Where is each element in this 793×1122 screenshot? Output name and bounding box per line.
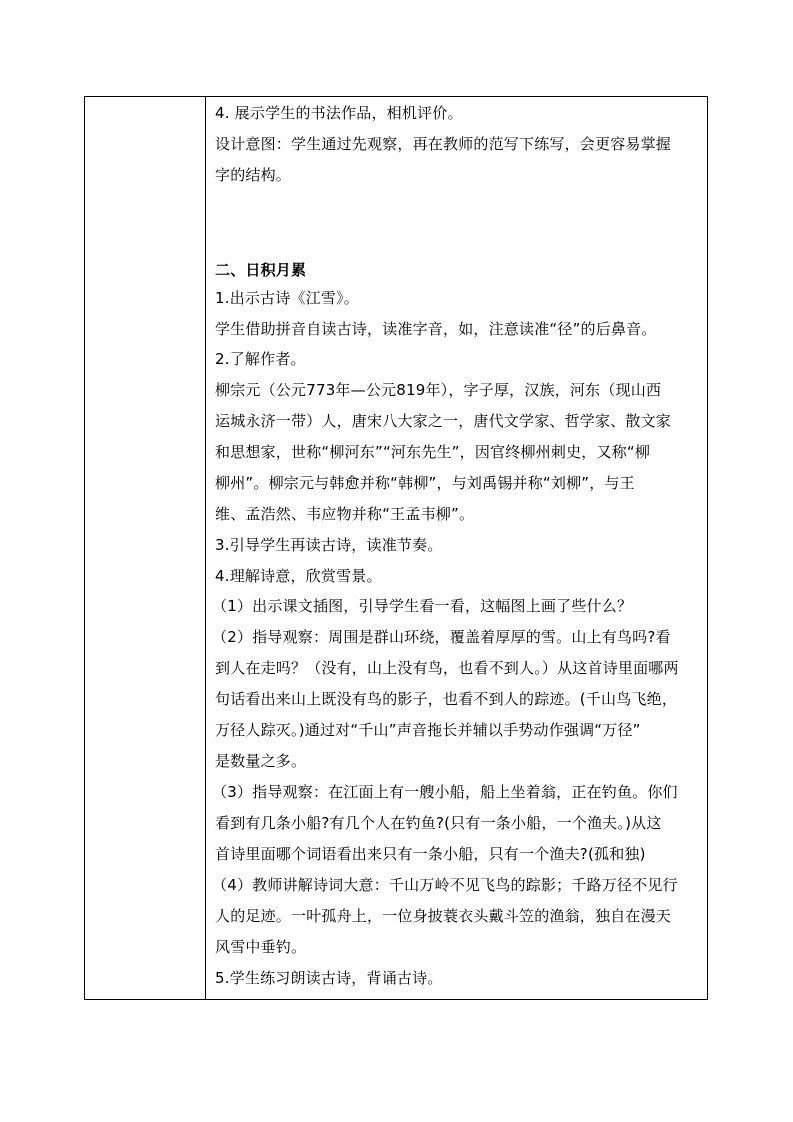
content-cell xyxy=(206,97,707,999)
author-line-4: 柳州”。柳宗元与韩愈并称“韩柳”，与刘禹锡并称“刘柳”，与王 xyxy=(215,474,635,492)
pinyin-reading-line: 学生借助拼音自读古诗，读准字音，如，注意读准“径”的后鼻音。 xyxy=(215,320,657,338)
item-3-line-3: 首诗里面哪个词语看出来只有一条小船，只有一个渔夫?(孤和独) xyxy=(215,845,646,863)
step-2-line: 2.了解作者。 xyxy=(215,350,306,368)
step-1-line: 1.出示古诗《江雪》。 xyxy=(215,289,360,307)
item-4-line-2: 人的足迹。一叶孤舟上，一位身披蓑衣头戴斗笠的渔翁，独自在漫天 xyxy=(215,907,672,925)
step-4-showcase: 4. 展示学生的书法作品，相机评价。 xyxy=(215,104,463,122)
item-2-line-3: 句话看出来山上既没有鸟的影子，也看不到人的踪迹。(千山鸟飞绝， xyxy=(215,690,678,708)
item-4-line-1: （4）教师讲解诗词大意：千山万岭不见飞鸟的踪影；千路万径不见行 xyxy=(212,876,678,894)
item-1-line: （1）出示课文插图，引导学生看一看，这幅图上画了些什么？ xyxy=(212,597,633,615)
item-4-line-3: 风雪中垂钓。 xyxy=(215,938,307,956)
item-3-line-1: （3）指导观察：在江面上有一艘小船，船上坐着翁，正在钓鱼。你们 xyxy=(212,783,678,801)
step-5-line: 5.学生练习朗读古诗，背诵古诗。 xyxy=(215,969,443,987)
step-3-line: 3.引导学生再读古诗，读准节奏。 xyxy=(215,536,443,554)
lesson-plan-table xyxy=(84,96,708,1000)
item-2-line-4: 万径人踪灭。)通过对“千山”声音拖长并辅以手势动作强调“万径” xyxy=(215,721,641,739)
author-line-1: 柳宗元（公元773年—公元819年），字子厚，汉族，河东（现山西 xyxy=(215,381,662,399)
item-3-line-2: 看到有几条小船?有几个人在钓鱼?(只有一条小船，一个渔夫。)从这 xyxy=(215,814,662,832)
author-line-3: 和思想家，世称“柳河东”“河东先生”，因官终柳州刺史，又称“柳 xyxy=(215,443,651,461)
item-2-line-5: 是数量之多。 xyxy=(215,752,307,770)
design-intent-line-2: 字的结构。 xyxy=(215,166,292,184)
design-intent-line-1: 设计意图：学生通过先观察，再在教师的范写下练写，会更容易掌握 xyxy=(215,135,672,153)
author-line-2: 运城永济一带）人，唐宋八大家之一，唐代文学家、哲学家、散文家 xyxy=(215,412,672,430)
step-4-line: 4.理解诗意，欣赏雪景。 xyxy=(215,567,382,585)
section-heading: 二、日积月累 xyxy=(215,261,307,279)
author-line-5: 维、孟浩然、韦应物并称“王孟韦柳”。 xyxy=(215,505,475,523)
item-2-line-2: 到人在走吗？（没有，山上没有鸟，也看不到人。）从这首诗里面哪两 xyxy=(215,659,679,677)
item-2-line-1: （2）指导观察：周围是群山环绕，覆盖着厚厚的雪。山上有鸟吗?看 xyxy=(212,628,671,646)
left-column-cell xyxy=(85,97,206,999)
